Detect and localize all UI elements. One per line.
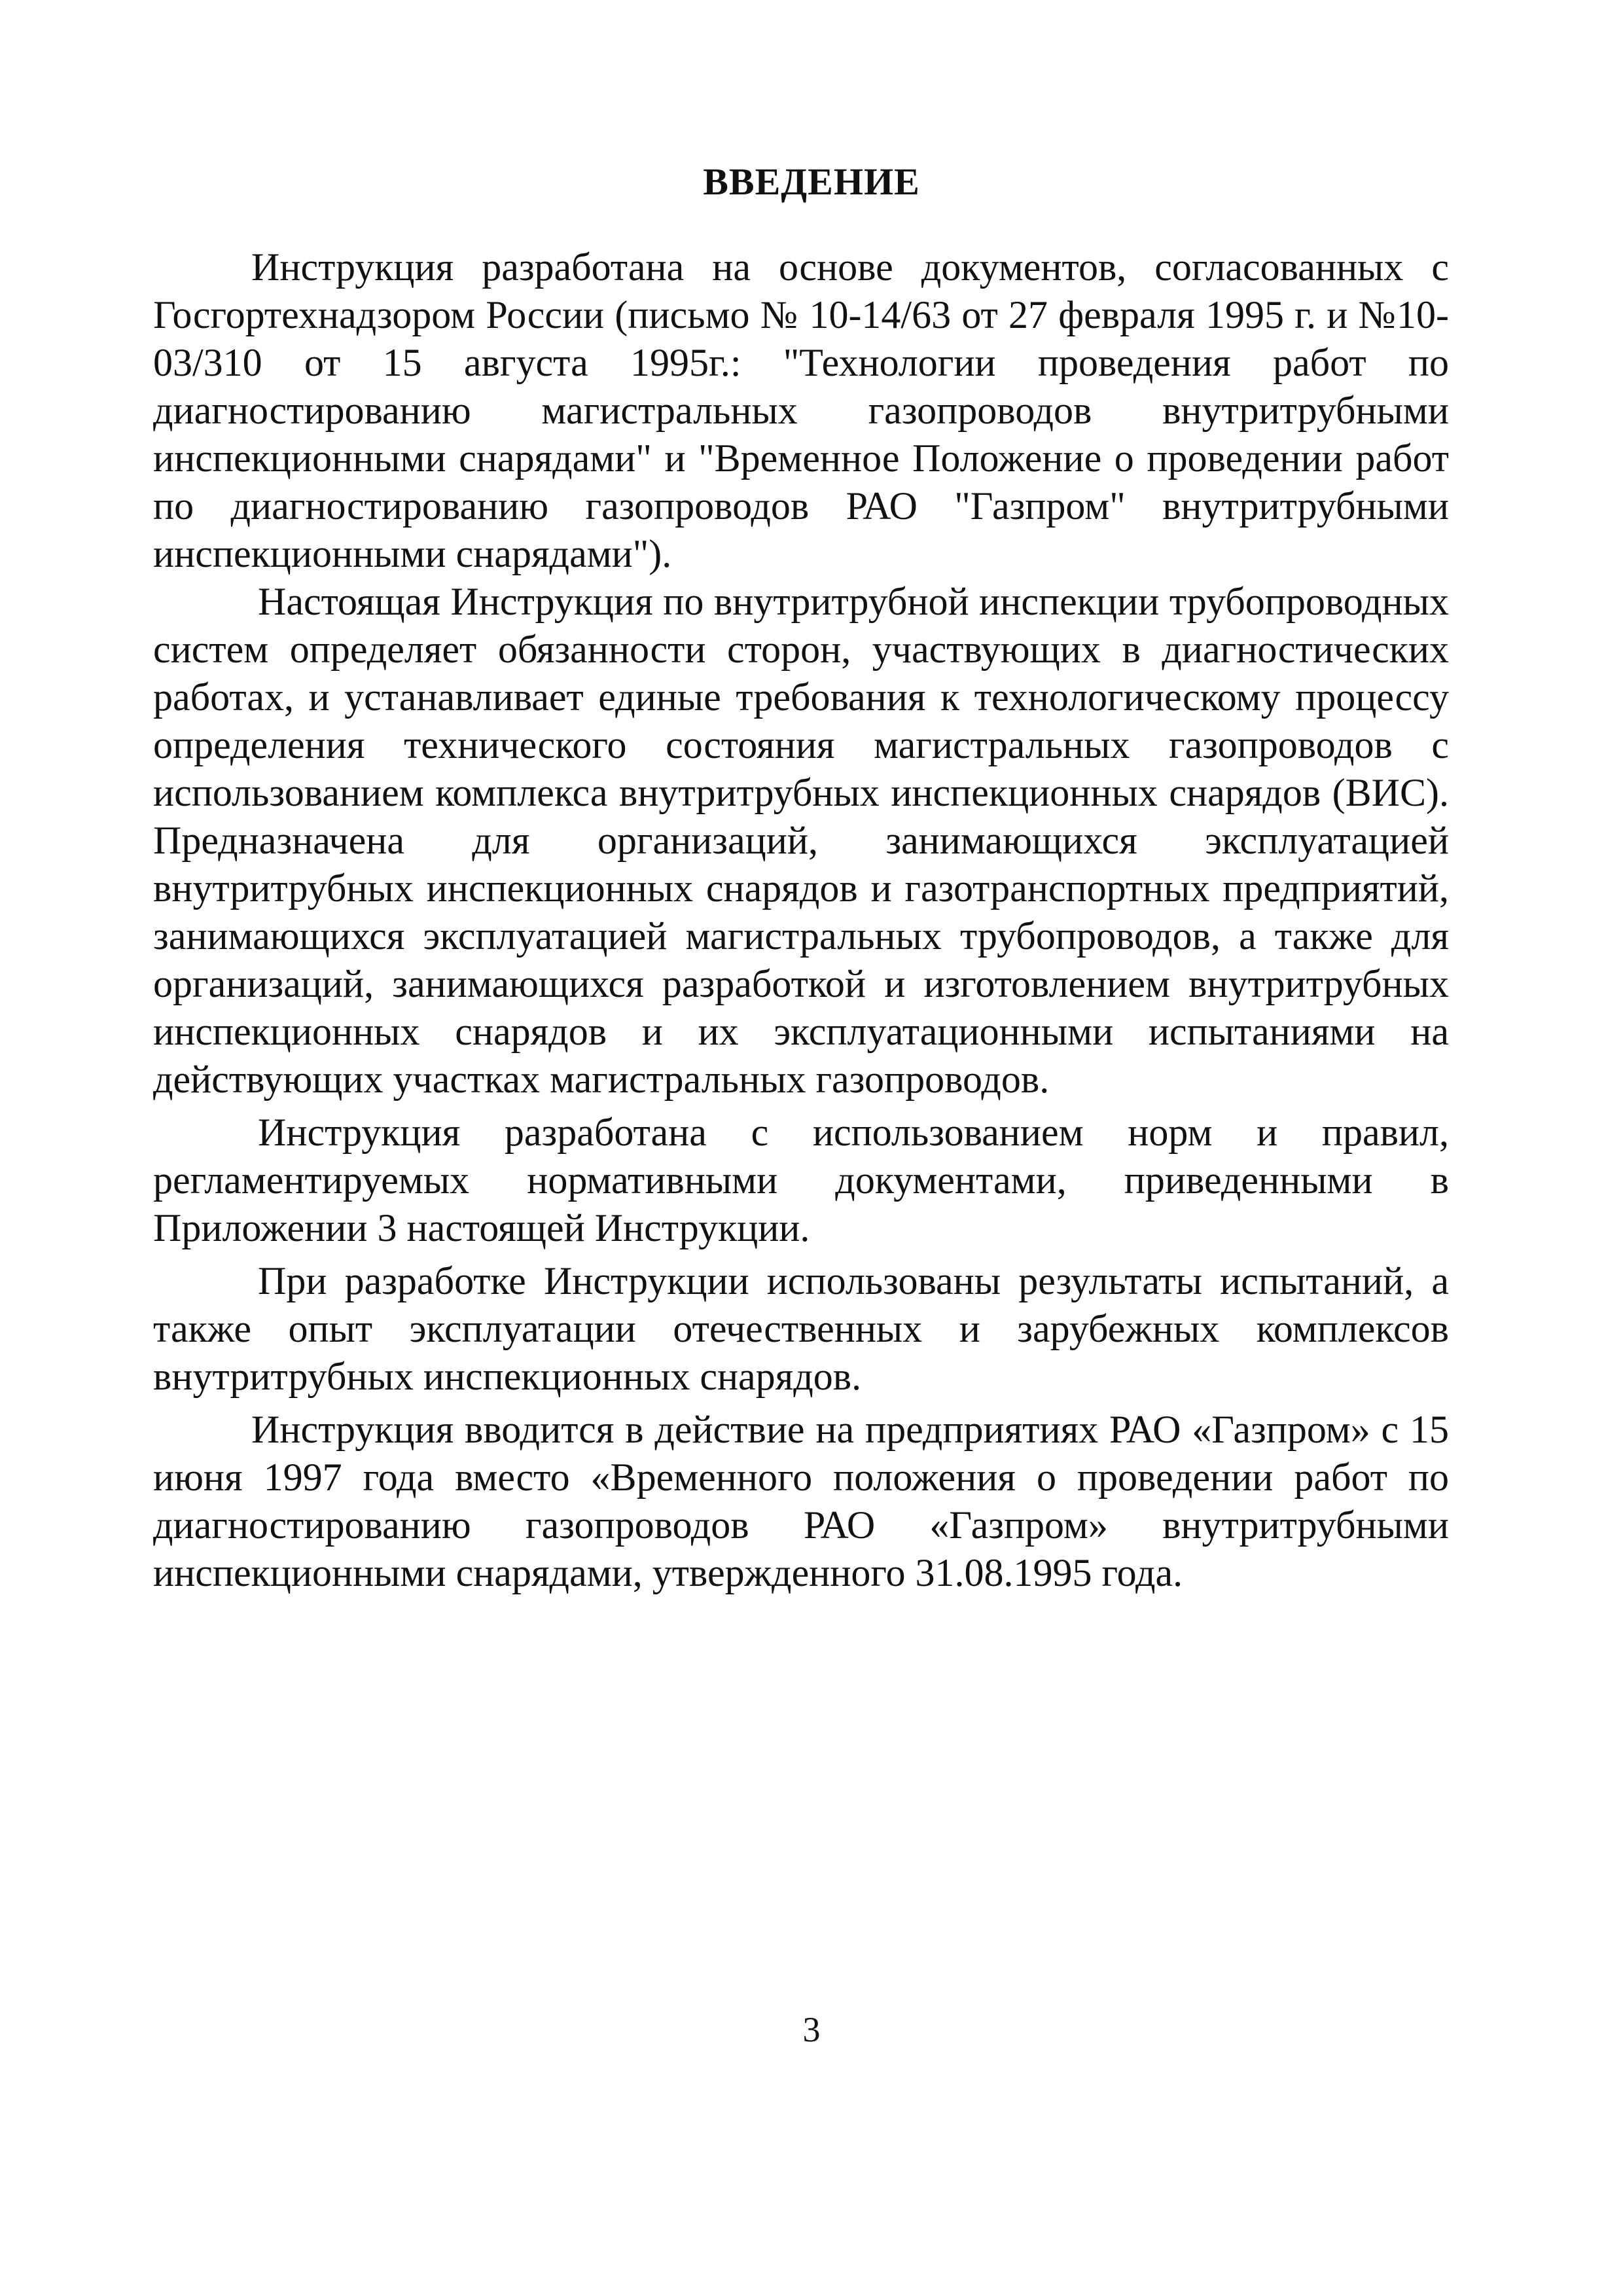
paragraph-5: Инструкция вводится в действие на предприятиях РАО «Газпром» с 15 июня 1997 года вместо «Временного положения о проведении работ по диагностированию газопроводов РАО «Газпром» внутритрубными инспекционными снарядами, утвержденного 31.08.1995 года.	[153, 1408, 1449, 1594]
paragraph-1: Инструкция разработана на основе документов, согласованных с Госгортехнадзором России (письмо № 10-14/63 от 27 февраля 1995 г. и №10-03/310 от 15 августа 1995г.: "Технологии проведения работ по диагностированию магистральных газопроводов внутритрубными инспекционными снарядами" и "Временное Положение о проведении работ по диагностированию газопроводов РАО "Газпром" внутритрубными инспекционными снарядами").	[153, 245, 1449, 575]
page-heading: ВВЕДЕНИЕ	[703, 160, 920, 203]
paragraph-4: При разработке Инструкции использованы результаты испытаний, а также опыт эксплуатации отечественных и зарубежных комплексов внутритрубных инспекционных снарядов.	[153, 1259, 1449, 1398]
paragraph-3: Инструкция разработана с использованием норм и правил, регламентируемых нормативными документами, приведенными в Приложении 3 настоящей Инструкции.	[153, 1111, 1449, 1249]
body-text	[153, 243, 1449, 1597]
paragraph-2: Настоящая Инструкция по внутритрубной инспекции трубопроводных систем определяет обязанности сторон, участвующих в диагностических работах, и устанавливает единые требования к технологическому процессу определения технического состояния магистральных газопроводов с использованием комплекса внутритрубных инспекционных снарядов (ВИС). Предназначена для организаций, занимающихся эксплуатацией внутритрубных инспекционных снарядов и газотранспортных предприятий, занимающихся эксплуатацией магистральных трубопроводов, а также для организаций, занимающихся разработкой и изготовлением внутритрубных инспекционных снарядов и их эксплуатационными испытаниями на действующих участках магистральных газопроводов.	[153, 580, 1449, 1101]
page-number: 3	[802, 2010, 821, 2049]
